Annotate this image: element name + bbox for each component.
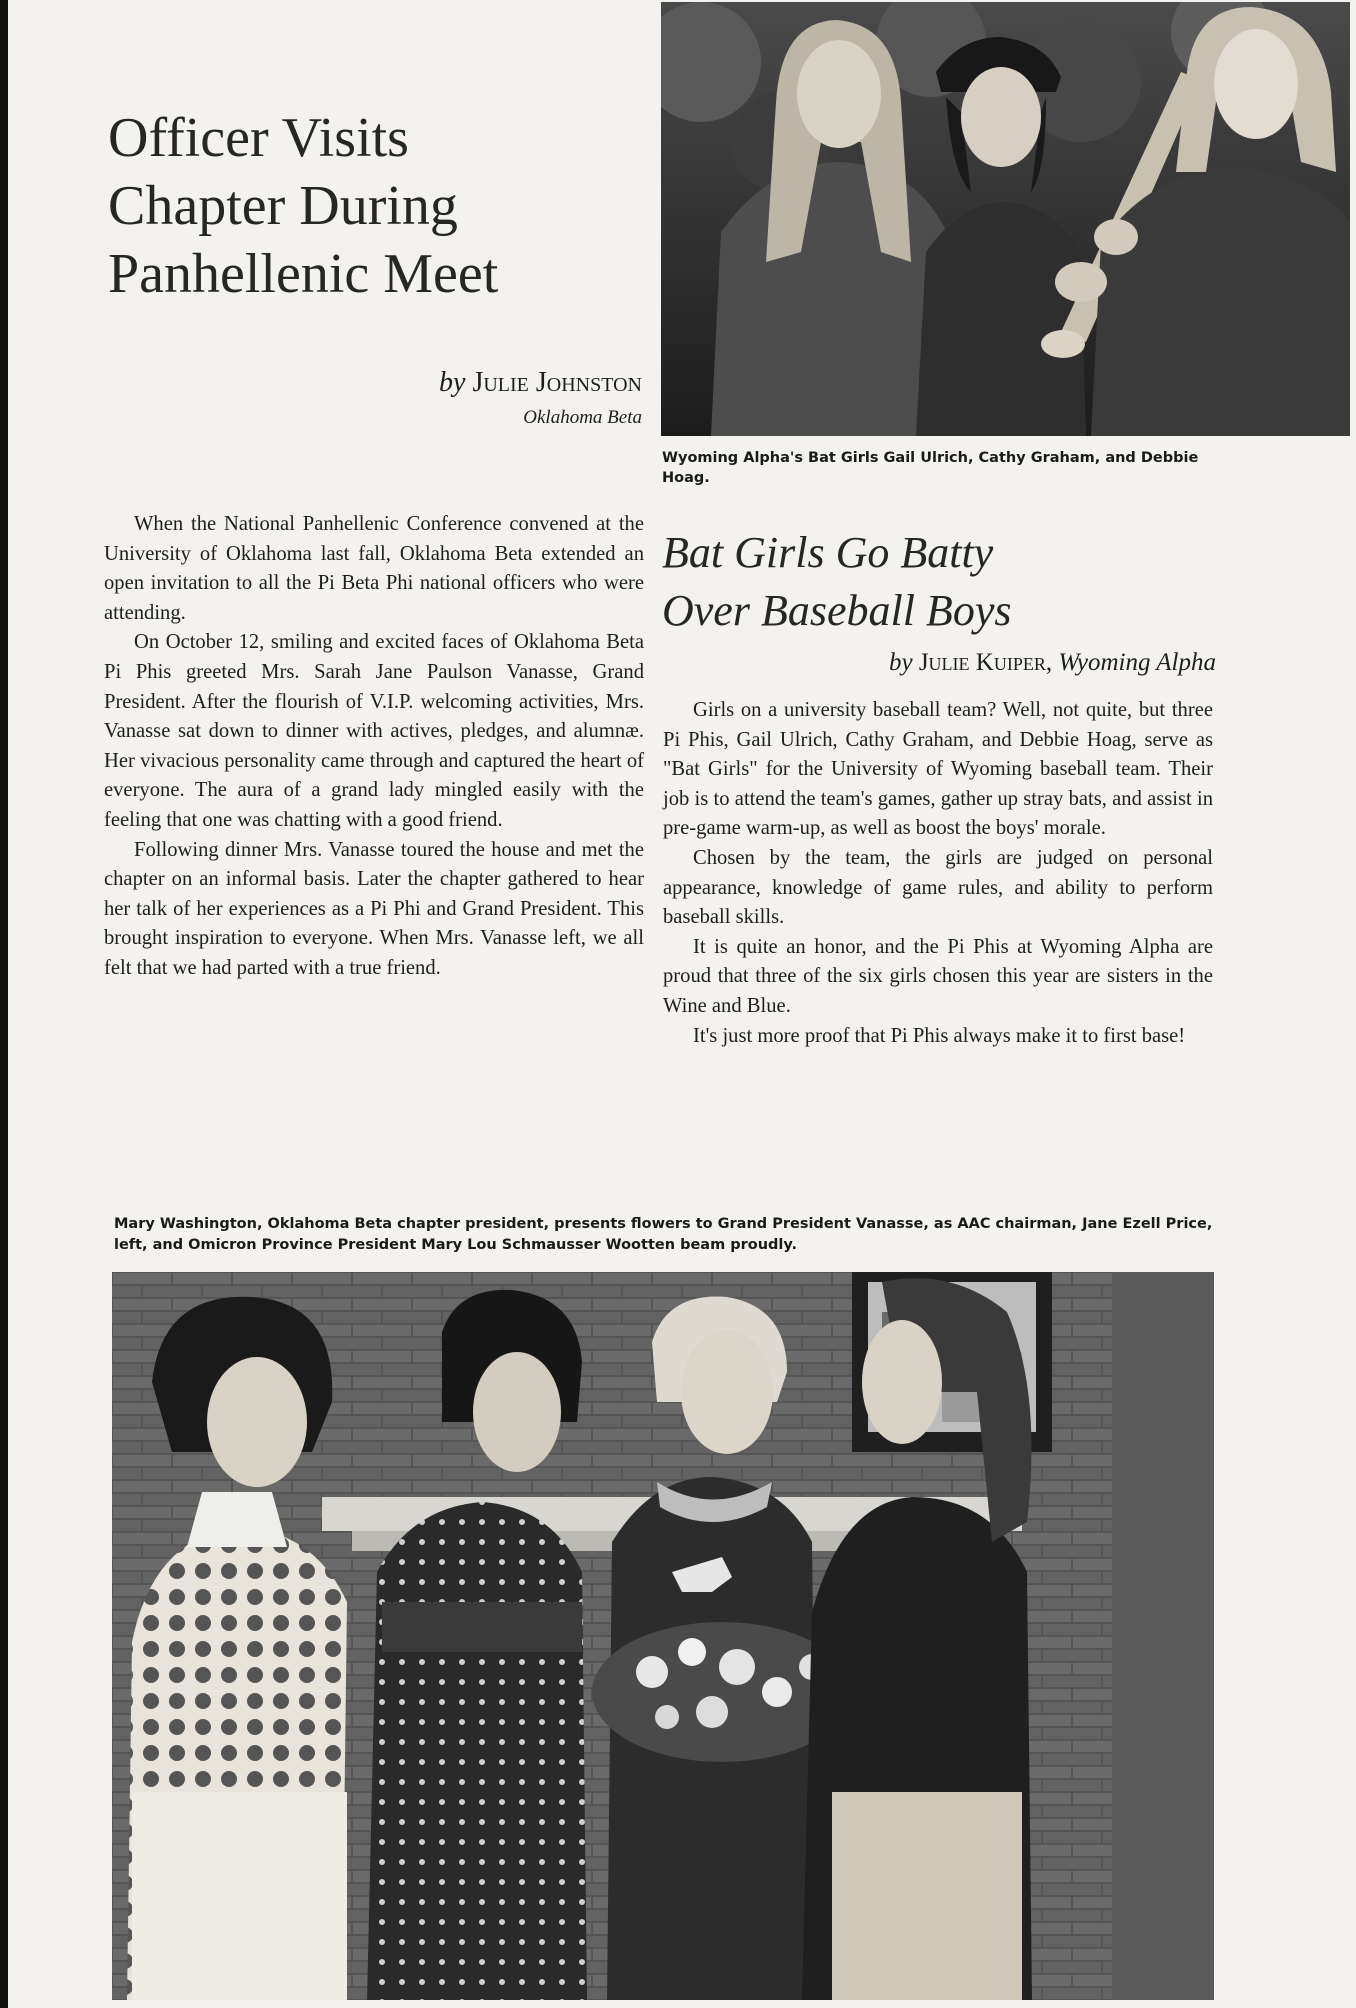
article-1-chapter: Oklahoma Beta [523,407,642,428]
bat-girls-photo-caption: Wyoming Alpha's Bat Girls Gail Ulrich, Cathy Graham, and Debbie Hoag. [662,450,1199,486]
byline-author: Julie Kuiper, [918,649,1053,676]
article-2-body [663,696,1213,1051]
byline-author: Julie Johnston [472,367,642,398]
article-1-byline [300,366,642,400]
article-2-title [662,524,1242,640]
byline-by: by [439,367,466,398]
article-1-body [104,510,644,984]
article-2-paragraph: Chosen by the team, the girls are judged on personal appearance, knowledge of game rules, and ability to perform baseball skills. [663,846,1213,929]
byline-by: by [888,649,913,676]
article-2-paragraph: It is quite an honor, and the Pi Phis at Wyoming Alpha are proud that three of the six girls chosen this year are sisters in the Wine and Blue. [663,935,1213,1017]
bat-girls-photo [661,2,1350,436]
article-2-paragraph: It's just more proof that Pi Phis always make it to first base! [693,1024,1186,1047]
article-1-title-line: Panhellenic Meet [108,243,499,305]
page-edge [0,0,8,2008]
article-1-paragraph: On October 12, smiling and excited faces of Oklahoma Beta Pi Phis greeted Mrs. Sarah Jane Paulson Vanasse, Grand President. After the flourish of V.I.P. welcoming activities, Mrs. Vanasse sat down to dinner with actives, pledges, and alumnæ. Her vivacious personality came through and captured the heart of everyone. The aura of a grand lady mingled easily with the feeling that one was chatting with a good friend. [104,631,644,831]
officers-photo-caption: Mary Washington, Oklahoma Beta chapter president, presents flowers to Grand President Vanasse, as AAC chairman, Jane Ezell Price, left, and Omicron Province President Mary Lou Schmausser Wootten beam proudly. [114,1216,1213,1253]
article-1-paragraph: When the National Panhellenic Conference convened at the University of Oklahoma last fall, Oklahoma Beta extended an open invitation to all the Pi Beta Phi national officers who were attending. [104,513,644,624]
byline-chapter: Wyoming Alpha [1058,649,1216,676]
article-1-paragraph: Following dinner Mrs. Vanasse toured the house and met the chapter on an informal basis. Later the chapter gathered to hear her talk of her experiences as a Pi Phi and Grand President. This brought inspiration to everyone. When Mrs. Vanasse left, we all felt that we had parted with a true friend. [104,838,644,979]
article-2-title-line: Bat Girls Go Batty [662,528,994,577]
article-2-paragraph: Girls on a university baseball team? Well, not quite, but three Pi Phis, Gail Ulrich, Cathy Graham, and Debbie Hoag, serve as "Bat Girls" for the University of Wyoming baseball team. Their job is to attend the team's games, gather up stray bats, and assist in pre-game warm-up, as well as boost the boys' morale. [663,699,1213,840]
article-2-byline [760,648,1216,678]
article-1-title-line: Chapter During [108,175,458,237]
officers-photo [112,1272,1214,2000]
article-1-title [108,104,648,308]
article-2-title-line: Over Baseball Boys [662,586,1012,635]
article-1-title-line: Officer Visits [108,107,409,169]
